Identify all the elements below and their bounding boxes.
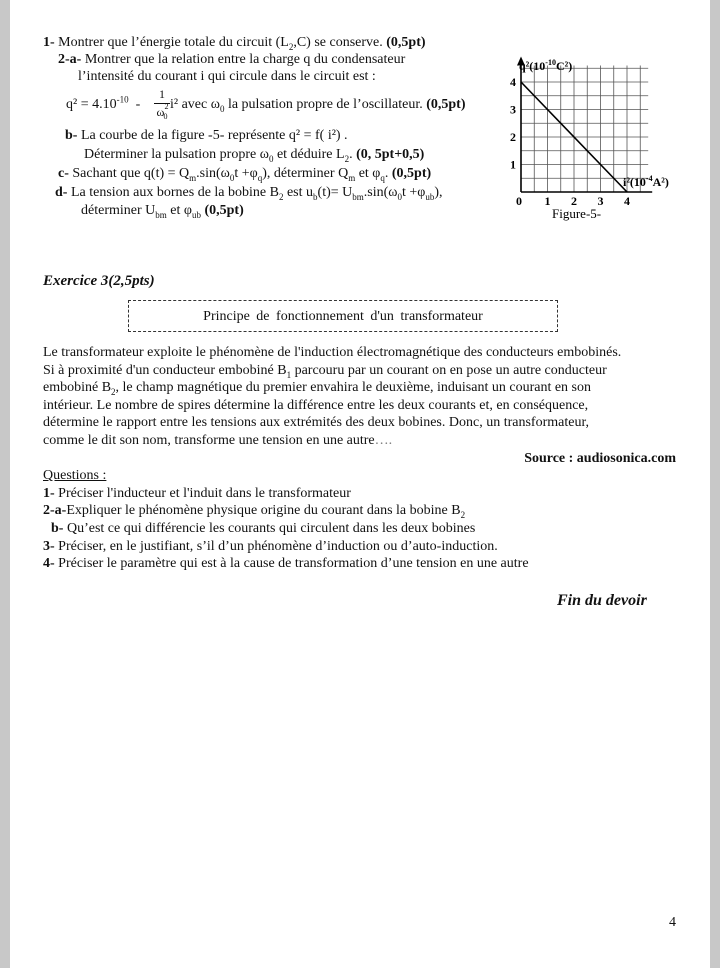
x-tick-label: 2 [571, 194, 577, 208]
questions-label: Questions : [43, 468, 107, 483]
question-2b: b- La courbe de la figure -5- représente q² = f( i²) . [65, 128, 348, 143]
source: Source : audiosonica.com [524, 451, 676, 466]
article-title: Principe de fonctionnement d'un transformateur [203, 309, 483, 324]
question-2a-line2: l’intensité du courant i qui circule dans le circuit est : [78, 69, 376, 84]
y-tick-label: 3 [510, 102, 516, 117]
equation-rhs: i² avec $\omega_0$ la pulsation propre de l’oscillateur. (0,5pt) [170, 97, 466, 114]
exercise-3-title: Exercice 3(2,5pts) [43, 273, 155, 289]
end-of-exam: Fin du devoir [557, 592, 647, 609]
question-1: 1- Montrer que l’énergie totale du circuit $(L_2,C)$ se conserve. (0,5pt) [43, 35, 426, 52]
text-line-3: embobiné $B_2$, le champ magnétique du premier envahira le deuxième, induisant un courant en son [43, 380, 591, 397]
y-tick-label: 2 [510, 130, 516, 144]
ex3-question-2b: b- Qu’est ce qui différencie les courants qui circulent dans les deux bobines [51, 521, 476, 536]
ex3-question-4: 4- Préciser le paramètre qui est à la cause de transformation d’une tension en une autre [43, 556, 529, 571]
text-line-1: Le transformateur exploite le phénomène de l'induction électromagnétique des conducteurs embobinés. [43, 345, 622, 360]
y-tick-label: 1 [510, 157, 516, 172]
ex3-question-3: 3- Préciser, en le justifiant, s’il d’un phénomène d’induction ou d’auto-induction. [43, 539, 498, 554]
question-2d: d- La tension aux bornes de la bobine $B_2$ est $u_b(t)= U_{bm}.\sin(\omega_0t +\varphi_{ub})$, [55, 185, 443, 202]
x-tick-label: 1 [544, 194, 551, 208]
text-line-4: intérieur. Le nombre de spires détermine la différence entre les deux courants et, en conséquence, [43, 398, 589, 413]
question-2b-line2: Déterminer la pulsation propre $\omega_0$ et déduire $L_2$. (0, 5pt+0,5) [84, 147, 425, 164]
page-number: 4 [669, 915, 676, 930]
y-tick-label: 4 [510, 75, 516, 89]
equation-fraction-numerator: 1 [159, 87, 165, 101]
chart-ticks [510, 75, 630, 208]
text-line-5: détermine le rapport entre les tensions aux extrémités des deux bobines. Donc, un transformateur, [43, 415, 590, 430]
x-tick-label: 3 [597, 194, 604, 208]
article-title-box [128, 300, 558, 332]
chart-axes [517, 57, 652, 193]
question-2d-line2: déterminer $U_{bm}$ et $\varphi_{ub}$ (0,5pt) [81, 203, 244, 220]
x-tick-label: 4 [624, 194, 630, 208]
question-2a: 2-a- Montrer que la relation entre la charge q du condensateur [58, 52, 406, 67]
x-tick-label: 0 [516, 194, 522, 208]
y-axis-label: $q^2(10^{-10}C^2)$ [519, 58, 573, 73]
equation-fraction-denominator: $\omega^2_0$ [156, 102, 169, 122]
x-axis-label: $i^2(10^{-4}A^2)$ [623, 174, 669, 189]
figure-caption: Figure-5- [552, 206, 602, 221]
text-line-6: comme le dit son nom, transforme une tension en une autre…. [43, 433, 393, 448]
equation-lhs: $q^2 = 4.10^{-10}$ - [66, 94, 141, 112]
question-2c: c- Sachant que $q(t) = Q_m.\sin(\omega_0t +\varphi_q)$, déterminer $Q_m$ et $\varphi_q$. (0,5pt) [58, 166, 432, 183]
chart-grid [521, 66, 648, 193]
figure-5-chart [496, 56, 696, 226]
ex3-question-2a: 2-a-Expliquer le phénomène physique origine du courant dans la bobine $B_2$ [43, 503, 466, 520]
text-line-2: Si à proximité d'un conducteur embobiné $B_1$ parcouru par un courant on en pose un autre conducteur [43, 363, 607, 380]
page [10, 0, 710, 968]
ex3-question-1: 1- Préciser l'inducteur et l'induit dans le transformateur [43, 486, 351, 501]
